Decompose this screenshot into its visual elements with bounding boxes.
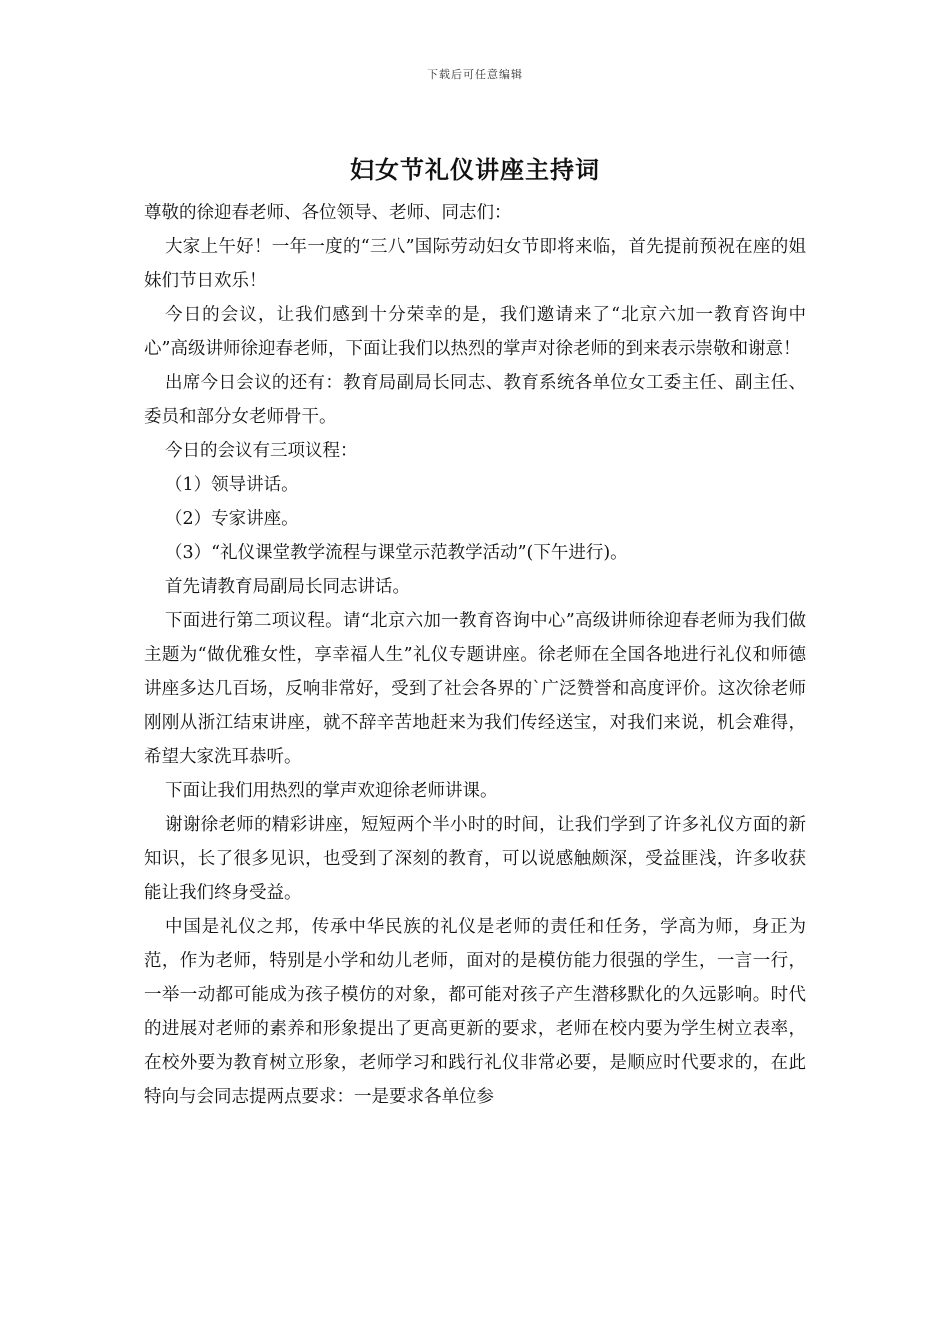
agenda-item-1: （1）领导讲话。	[165, 475, 299, 495]
document-body	[144, 196, 806, 1114]
paragraph-introduction: 今日的会议，让我们感到十分荣幸的是，我们邀请来了“北京六加一教育咨询中心”高级讲师徐迎春老师，下面让我们以热烈的掌声对徐老师的到来表示崇敬和谢意！	[144, 305, 806, 359]
paragraph-agenda-intro: 今日的会议有三项议程：	[165, 441, 358, 461]
paragraph-closing: 中国是礼仪之邦，传承中华民族的礼仪是老师的责任和任务，学高为师，身正为范，作为老师，特别是小学和幼儿老师，面对的是模仿能力很强的学生，一言一行，一举一动都可能成为孩子模仿的对象，都可能对孩子产生潜移默化的久远影响。时代的进展对老师的素养和形象提出了更高更新的要求，老师在校内要为学生树立表率，在校外要为教育树立形象，老师学习和践行礼仪非常必要，是顺应时代要求的，在此特向与会同志提两点要求：一是要求各单位参	[144, 917, 806, 1107]
paragraph-welcome: 下面让我们用热烈的掌声欢迎徐老师讲课。	[165, 781, 498, 801]
agenda-item-2: （2）专家讲座。	[165, 509, 299, 529]
agenda-item-3: （3）“礼仪课堂教学流程与课堂示范教学活动”(下午进行)。	[165, 543, 628, 563]
paragraph-greeting: 大家上午好！一年一度的“三八”国际劳动妇女节即将来临，首先提前预祝在座的姐妹们节日欢乐！	[144, 237, 806, 291]
salutation: 尊敬的徐迎春老师、各位领导、老师、同志们：	[144, 203, 512, 223]
header-note: 下载后可任意编辑	[427, 68, 523, 81]
paragraph-thanks: 谢谢徐老师的精彩讲座，短短两个半小时的时间，让我们学到了许多礼仪方面的新知识，长了很多见识，也受到了深刻的教育，可以说感触颇深，受益匪浅，许多收获能让我们终身受益。	[144, 815, 806, 903]
paragraph-attendees: 出席今日会议的还有：教育局副局长同志、教育系统各单位女工委主任、副主任、委员和部分女老师骨干。	[144, 373, 806, 427]
paragraph-first-speech: 首先请教育局副局长同志讲话。	[165, 577, 410, 597]
document-title: 妇女节礼仪讲座主持词	[350, 155, 600, 184]
paragraph-second-item: 下面进行第二项议程。请“北京六加一教育咨询中心”高级讲师徐迎春老师为我们做主题为“做优雅女性，享幸福人生”礼仪专题讲座。徐老师在全国各地进行礼仪和师德讲座多达几百场，反响非常好，受到了社会各界的`广泛赞誉和高度评价。这次徐老师刚刚从浙江结束讲座，就不辞辛苦地赶来为我们传经送宝，对我们来说，机会难得，希望大家洗耳恭听。	[144, 611, 806, 767]
